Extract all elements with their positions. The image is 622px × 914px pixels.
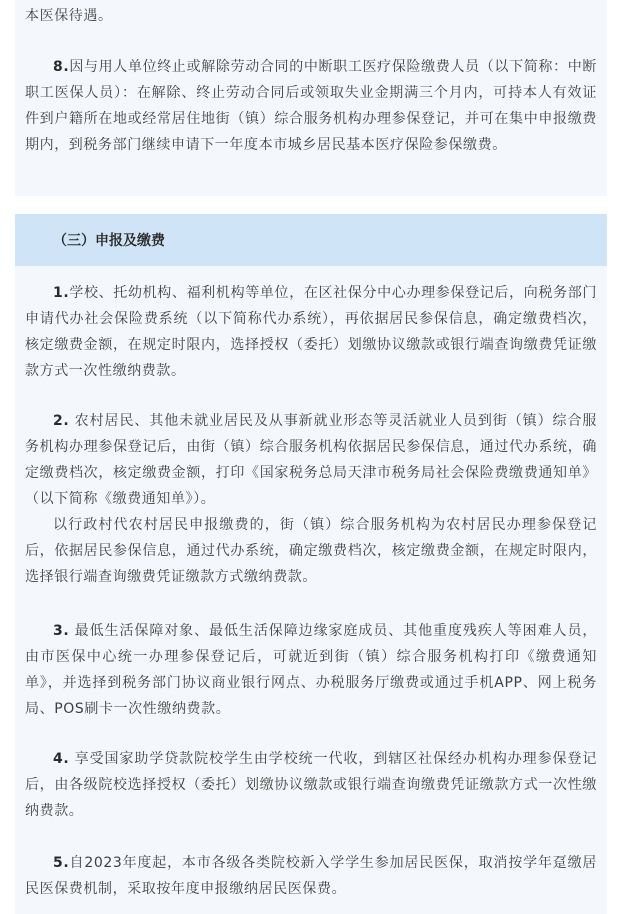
tail-line: 本医保待遇。 bbox=[25, 8, 113, 24]
item-1-paragraph bbox=[15, 280, 607, 384]
item-8-paragraph bbox=[15, 54, 607, 158]
section-card bbox=[15, 214, 607, 914]
item-number: 5. bbox=[53, 855, 70, 871]
item-text: 农村居民、其他未就业居民及从事新就业形态等灵活就业人员到街（镇）综合服务机构办理参保登记后，由街（镇）综合服务机构依据居民参保信息，通过代办系统，确定缴费档次，核定缴费金额，打印《国家税务总局天津市税务局社会保险费缴费通知单》（以下简称《缴费通知单》）。 bbox=[25, 413, 597, 507]
item-text: 自2023年度起，本市各级各类院校新入学学生参加居民医保，取消按学年趸缴居民医保费机制，采取按年度申报缴纳居民医保费。 bbox=[25, 855, 597, 897]
section-title: （三）申报及缴费 bbox=[15, 214, 607, 266]
item-2-paragraph bbox=[15, 408, 607, 512]
item-5-paragraph bbox=[15, 850, 607, 902]
item-number: 1. bbox=[53, 285, 70, 301]
item-text: 享受国家助学贷款院校学生由学校统一代收，到辖区社保经办机构办理参保登记后，由各级院校选择授权（委托）划缴协议缴款或银行端查询缴费凭证缴款方式一次性缴纳费款。 bbox=[25, 751, 597, 819]
item-2-extra-paragraph: 以行政村代农村居民申报缴费的，街（镇）综合服务机构为农村居民办理参保登记后，依据居民参保信息，通过代办系统，确定缴费档次，核定缴费金额，在规定时限内，选择银行端查询缴费凭证缴款方式缴纳费款。 bbox=[25, 517, 597, 585]
item-number: 2. bbox=[53, 413, 70, 429]
item-text: 学校、托幼机构、福利机构等单位，在区社保分中心办理参保登记后，向税务部门申请代办社会保险费系统（以下简称代办系统），再依据居民参保信息，确定缴费档次，核定缴费金额，在规定时限内，选择授权（委托）划缴协议缴款或银行端查询缴费凭证缴款方式一次性缴纳费款。 bbox=[25, 285, 597, 379]
item-3-paragraph bbox=[15, 618, 607, 722]
item-number: 4. bbox=[53, 751, 70, 767]
top-card bbox=[15, 0, 607, 196]
item-number: 3. bbox=[53, 623, 70, 639]
item-4-paragraph bbox=[15, 746, 607, 824]
item-text: 最低生活保障对象、最低生活保障边缘家庭成员、其他重度残疾人等困难人员，由市医保中心统一办理参保登记后，可就近到街（镇）综合服务机构打印《缴费通知单》，并选择到税务部门协议商业银行网点、办税服务厅缴费或通过手机APP、网上税务局、POS刷卡一次性缴纳费款。 bbox=[25, 623, 597, 717]
item-number: 8. bbox=[53, 59, 70, 75]
item-text: 因与用人单位终止或解除劳动合同的中断职工医疗保险缴费人员（以下简称：中断职工医保人员）：在解除、终止劳动合同后或领取失业金期满三个月内，可持本人有效证件到户籍所在地或经常居住地街（镇）综合服务机构办理参保登记，并可在集中申报缴费期内，到税务部门继续申请下一年度本市城乡居民基本医疗保险参保缴费。 bbox=[25, 59, 597, 153]
